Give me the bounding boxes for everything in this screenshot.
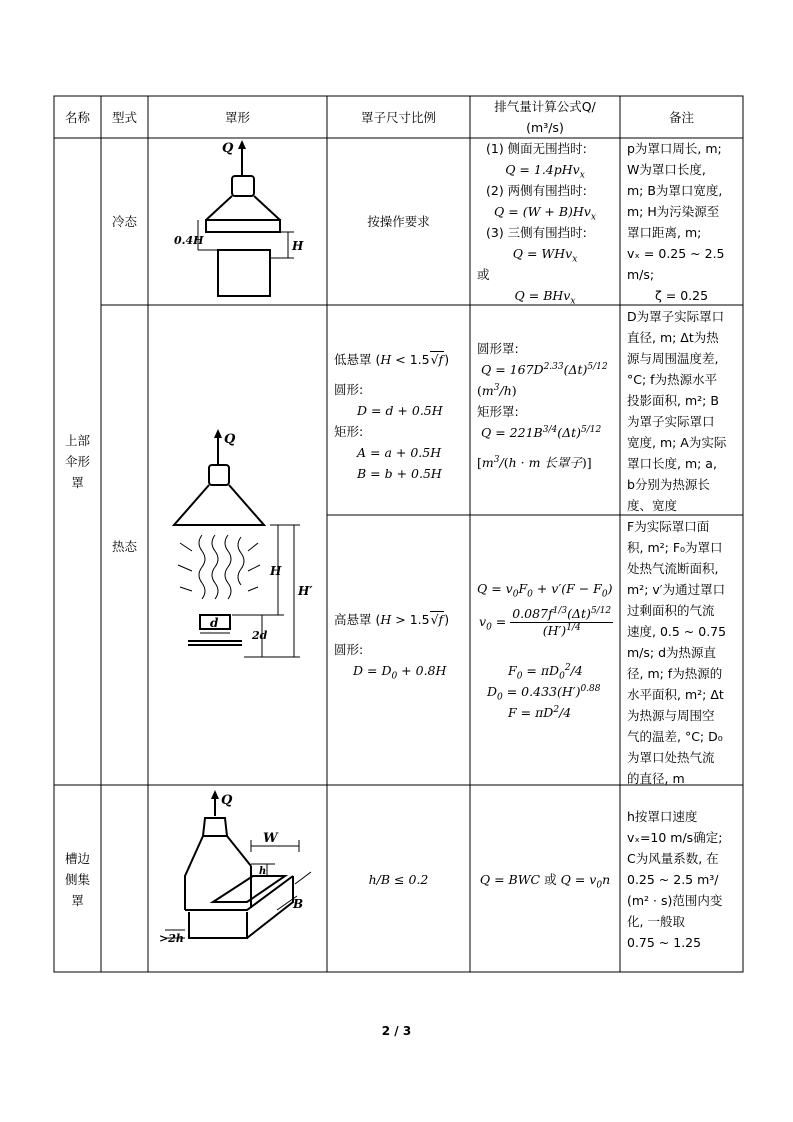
fig-label-q: Q [224,432,236,447]
header-ratio: 罩子尺寸比例 [360,110,436,125]
fig-label-b: B [293,897,304,911]
cold-formula2: $Q = (W + B)Hv_x$ [494,204,596,223]
hot-high-title: 高悬罩 (H > 1.5√f) [334,612,450,627]
cold-note-line: m/s; [627,267,655,282]
hot-note-top-line: 直径, m; Δt为热 [627,330,719,345]
header-note: 备注 [668,110,694,125]
fig-label-h: H [270,564,282,578]
header-name: 名称 [64,110,90,125]
fig-label-d: d [210,616,219,630]
cold-note-line: vₓ = 0.25 ~ 2.5 [627,246,725,261]
hot-note-bottom-line: 处热气流断面积, [627,561,719,576]
hot-note-top-line: 罩口长度, m; a, [627,456,717,471]
slot-ratio: h/B ≤ 0.2 [368,872,429,887]
slot-note-line: 0.75 ~ 1.25 [627,935,702,950]
fig-label-q: Q [222,141,234,156]
group-umbrella-line2: 伞形 [64,454,90,469]
hot-note-bottom-line: 为热源与周围空 [627,708,715,723]
hot-note-top-line: 源与周围温度差, [627,351,719,366]
slot-note-line: vₓ=10 m/s确定; [627,830,723,845]
group-slot-line2: 侧集 [64,872,90,887]
hot-note-top-line: D为罩子实际罩口 [627,309,725,324]
cold-formula3-label: (3) 三侧有围挡时: [486,225,587,240]
cold-note-line: m; B为罩口宽度, [627,183,723,198]
fig-label-h-prime: H′ [298,584,313,598]
header-shape: 罩形 [224,110,250,125]
header-formula-line1: 排气量计算公式Q/ [494,99,596,114]
hot-hood-figure [160,425,320,665]
hot-note-bottom-line: 为罩口处热气流 [627,750,715,765]
type-cold: 冷态 [111,214,137,229]
hot-note-bottom-line: 水平面积, m²; Δt [627,687,724,702]
header-type: 型式 [111,110,137,125]
hot-note-top-line: 度、宽度 [627,498,678,513]
hot-note-top-line: b分别为热源长 [627,477,710,492]
hot-d0-formula: $D_0 = 0.433(H')^{0.88}$ [487,683,601,703]
cold-formula4: Q = BHv$_x$ [514,288,576,307]
hot-f0-formula: $F_0 = \pi D_0^2/4$ [508,662,583,682]
hot-low-title: 低悬罩 (H < 1.5√f) [334,352,450,367]
hot-round-hood-formula: $Q = 167D^{2.33}(\Delta t)^{5/12}$ [481,361,608,377]
hot-low-round-formula: D = d + 0.5H [357,403,443,418]
hot-note-bottom-line: m/s; d为热源直 [627,645,717,660]
hot-low-round-label: 圆形: [334,382,364,397]
cold-ratio: 按操作要求 [367,214,430,229]
cold-note-line: p为罩口周长, m; [627,141,722,156]
cold-formula1-label: (1) 侧面无围挡时: [486,141,587,156]
group-umbrella-line1: 上部 [64,433,90,448]
fig-label-zerofour-h: 0.4H [174,234,204,247]
header-formula-line2: (m³/s) [526,120,564,135]
hot-high-round-formula: $D = D_0 + 0.8H$ [353,663,447,682]
cold-formula1: Q = 1.4pHv$_x$ [505,162,585,181]
group-umbrella-line3: 罩 [71,475,84,490]
hot-low-rect-formula-b: B = b + 0.5H [357,466,442,481]
slot-note-line: 化, 一般取 [627,914,685,929]
hot-note-top-line: °C; f为热源水平 [627,372,718,387]
slot-note-line: (m² · s)范围内变 [627,893,723,908]
cold-note-line: 罩口距离, m; [627,225,702,240]
slot-note-line: C为风量系数, 在 [627,851,719,866]
hot-high-round-label: 圆形: [334,642,364,657]
cold-note-line: m; H为污染源至 [627,204,720,219]
slot-note-line: 0.25 ~ 2.5 m³/ [627,872,719,887]
hot-note-bottom-line: 积, m²; F₀为罩口 [627,540,723,555]
hot-q-formula: $Q = v_0F_0 + v'(F - F_0)$ [477,581,613,600]
hot-v0-formula: $v_0$ = $\frac{0.087f^{1/3}(\Delta t)^{5/12}}{(H')^{1/4}}$ [479,605,612,638]
slot-formula: Q = BWC 或 $Q = v_0n$ [479,872,611,891]
hot-low-rect-formula-a: A = a + 0.5H [357,445,442,460]
hot-rect-hood-unit: [$m^3/(h \cdot m$ 长罩子)] [477,454,592,470]
hot-note-bottom-line: 过剩面积的气流 [627,603,715,618]
hot-note-top-line: 为罩子实际罩口 [627,414,715,429]
fig-label-h-small: h [259,866,267,877]
cold-or: 或 [477,267,490,282]
hot-note-bottom-line: F为实际罩口面 [627,519,710,534]
group-slot-line3: 罩 [71,893,84,908]
fig-label-w: W [263,831,278,846]
hot-note-bottom-line: 气的温差, °C; D₀ [627,729,723,744]
hot-note-top-line: 宽度, m; A为实际 [627,435,727,450]
cold-formula3: Q = WHv$_x$ [512,246,578,265]
hot-rect-hood-formula: $Q = 221B^{3/4}(\Delta t)^{5/12}$ [481,424,602,440]
hot-note-bottom-line: m²; v′为通过罩口 [627,582,726,597]
group-slot-line1: 槽边 [64,851,90,866]
hot-note-bottom-line: 的直径, m [627,771,685,786]
hot-round-hood-unit: $(m^3/h)$ [477,382,517,398]
hot-round-hood-label: 圆形罩: [477,341,519,356]
hot-low-rect-label: 矩形: [334,424,364,439]
hot-rect-hood-label: 矩形罩: [477,404,519,419]
slot-hood-figure [155,790,325,966]
slot-note-line: h按罩口速度 [627,809,698,824]
hot-note-top-line: 投影面积, m²; B [627,393,719,408]
fig-label-2d: 2d [252,629,268,642]
hot-note-bottom-line: 速度, 0.5 ~ 0.75 [627,624,727,639]
cold-hood-figure [160,140,320,302]
cold-formula2-label: (2) 两侧有围挡时: [486,183,587,198]
cold-note-line: W为罩口长度, [627,162,706,177]
fig-label-gt-2h: >2h [159,932,184,945]
cold-note-line: ζ = 0.25 [654,288,709,303]
type-hot: 热态 [111,539,137,554]
hot-note-bottom-line: 径, m; f为热源的 [627,666,723,681]
fig-label-q: Q [221,793,233,808]
hot-f-formula: $F = \pi D^2/4$ [508,704,572,720]
page-number: 2 / 3 [381,1024,412,1038]
fig-label-h: H [292,239,304,253]
